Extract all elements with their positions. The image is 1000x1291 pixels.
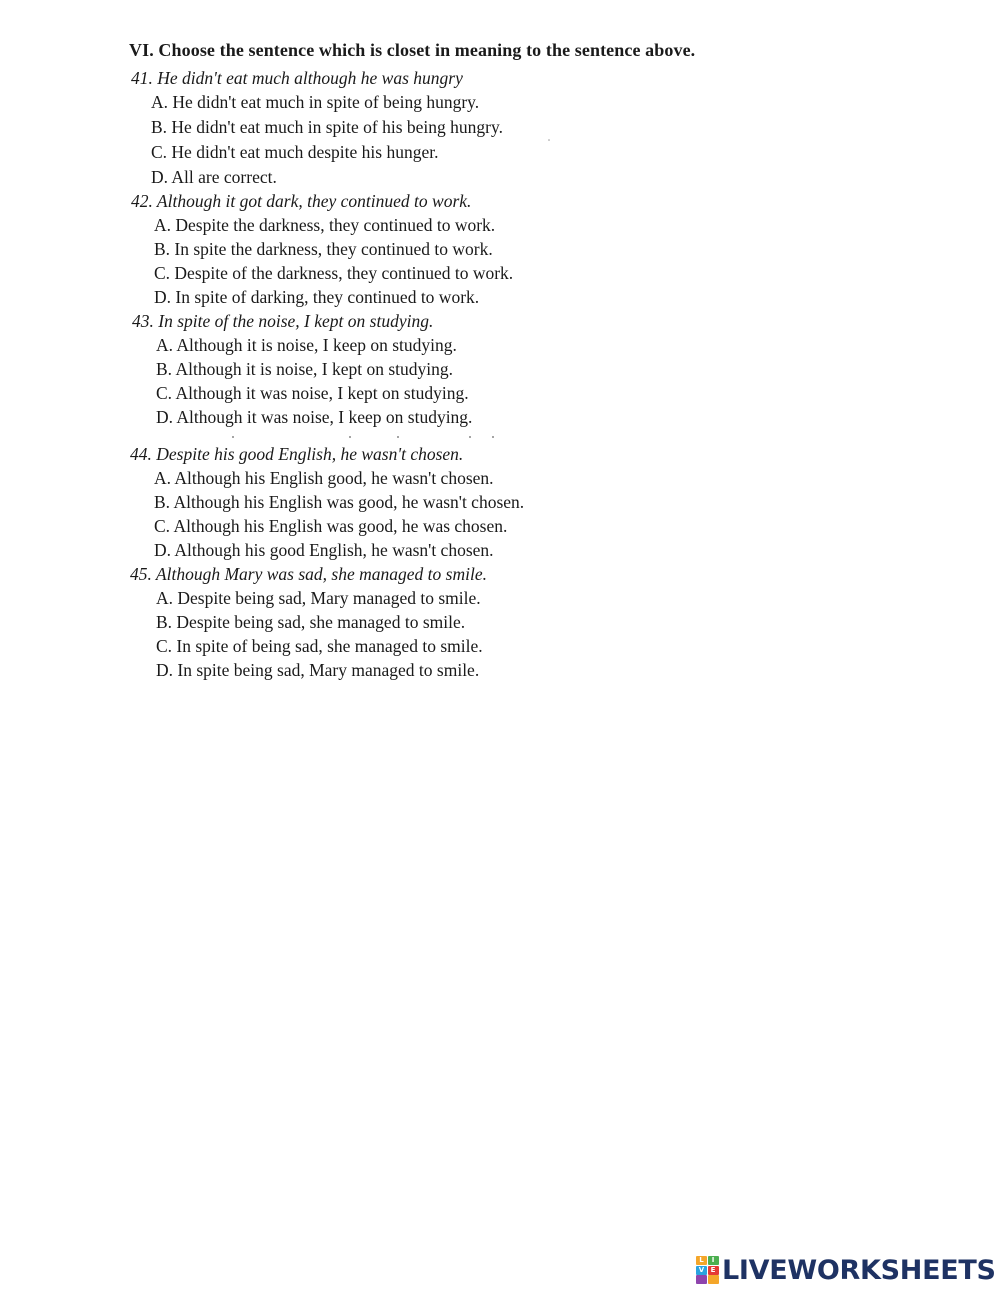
logo-cell: E [708, 1266, 719, 1275]
option-a: A. Despite the darkness, they continued to work. [154, 215, 496, 235]
option-c: C. He didn't eat much despite his hunger. [151, 142, 439, 162]
liveworksheets-logo-icon [696, 1256, 718, 1284]
option-a: A. Despite being sad, Mary managed to smile. [156, 588, 481, 608]
option-a: A. Although his English good, he wasn't chosen. [154, 468, 494, 488]
option-d: D. Although his good English, he wasn't chosen. [154, 540, 494, 560]
option-b: B. Despite being sad, she managed to smile. [156, 612, 466, 632]
option-a: A. Although it is noise, I keep on studying. [156, 335, 457, 355]
brand-name: LIVEWORKSHEETS [722, 1254, 996, 1286]
question-prompt: 45. Although Mary was sad, she managed to smile. [130, 564, 487, 584]
option-c: C. Although his English was good, he was chosen. [154, 516, 508, 536]
option-b: B. Although his English was good, he wasn't chosen. [154, 492, 525, 512]
logo-cell [696, 1275, 707, 1284]
logo-cell: L [696, 1256, 707, 1265]
question-prompt: 44. Despite his good English, he wasn't chosen. [130, 444, 464, 464]
logo-cell [708, 1275, 719, 1284]
section-title: VI. Choose the sentence which is closet in meaning to the sentence above. [129, 40, 696, 60]
liveworksheets-brand [696, 1255, 996, 1285]
option-c: C. Although it was noise, I kept on studying. [156, 383, 469, 403]
logo-cell: V [696, 1266, 707, 1275]
option-d: D. In spite being sad, Mary managed to smile. [156, 660, 480, 680]
option-a: A. He didn't eat much in spite of being hungry. [151, 92, 480, 112]
option-b: B. He didn't eat much in spite of his being hungry. [151, 117, 503, 137]
option-b: B. Although it is noise, I kept on studying. [156, 359, 454, 379]
question-prompt: 42. Although it got dark, they continued to work. [131, 191, 472, 211]
option-c: C. Despite of the darkness, they continued to work. [154, 263, 514, 283]
question-prompt: 43. In spite of the noise, I kept on studying. [132, 311, 434, 331]
option-d: D. All are correct. [151, 167, 277, 187]
option-d: D. In spite of darking, they continued to work. [154, 287, 480, 307]
option-c: C. In spite of being sad, she managed to smile. [156, 636, 483, 656]
option-d: D. Although it was noise, I keep on studying. [156, 407, 473, 427]
option-b: B. In spite the darkness, they continued to work. [154, 239, 493, 259]
question-prompt: 41. He didn't eat much although he was hungry [131, 68, 463, 88]
logo-cell: I [708, 1256, 719, 1265]
